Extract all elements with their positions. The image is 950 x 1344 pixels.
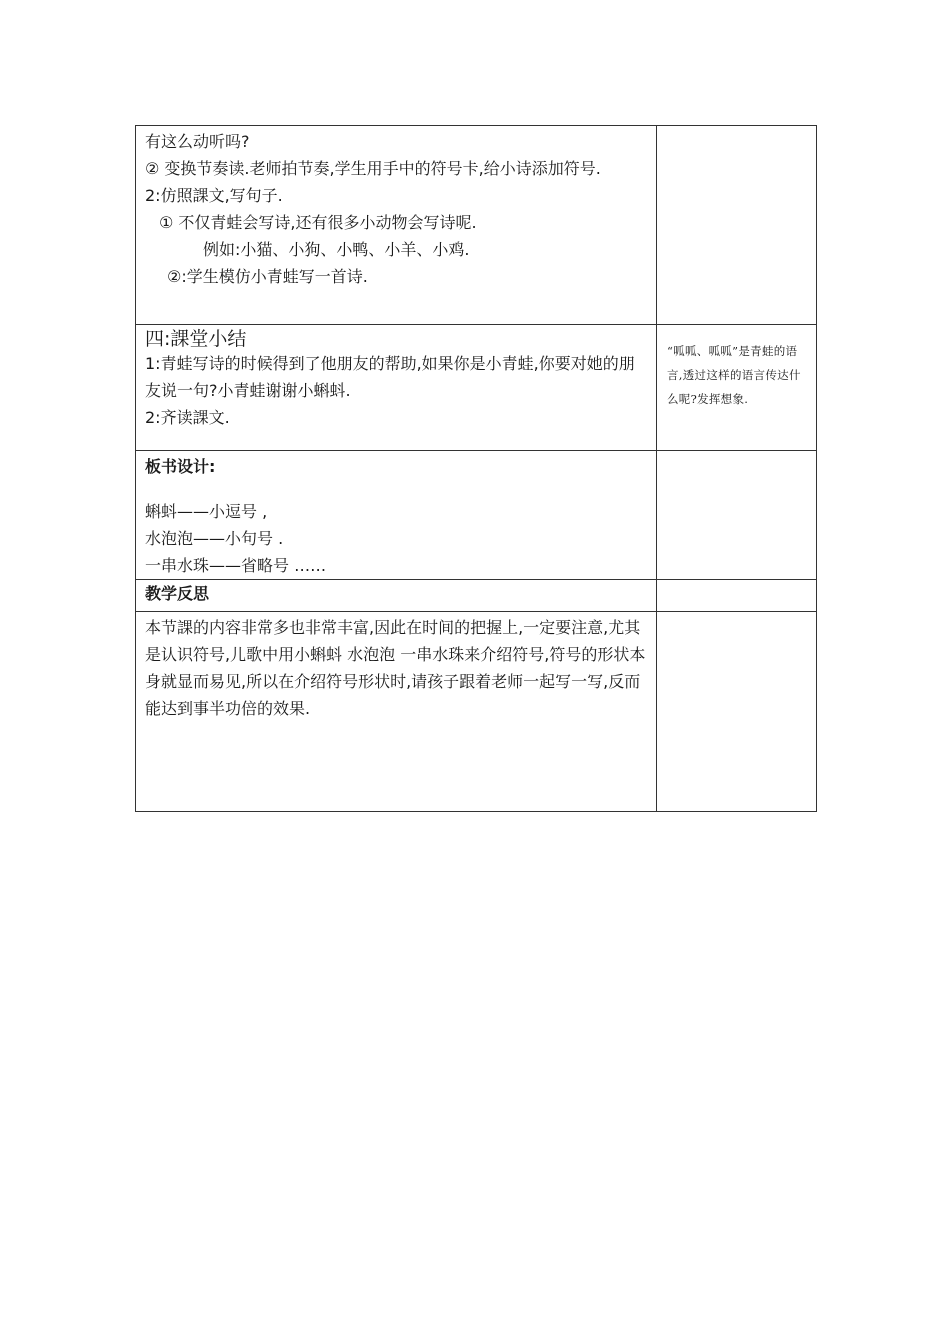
main-cell <box>136 451 657 580</box>
main-cell <box>136 580 657 612</box>
text-line: ② 变换节奏读.老师拍节奏,学生用手中的符号卡,给小诗添加符号. <box>145 159 601 178</box>
text-line: 一串水珠——省略号 …… <box>145 556 327 575</box>
section-title: 板书设计: <box>145 457 216 476</box>
side-cell <box>657 612 817 812</box>
table-row <box>136 451 817 580</box>
main-cell <box>136 325 657 451</box>
text-line: 水泡泡——小句号 . <box>145 529 284 548</box>
main-cell <box>136 612 657 812</box>
side-note: “呱呱、呱呱”是青蛙的语言,透过这样的语言传达什么呢?发挥想象. <box>667 344 801 406</box>
section-title: 教学反思 <box>145 584 210 603</box>
text-line: 蝌蚪——小逗号 , <box>145 502 268 521</box>
side-cell <box>657 580 817 612</box>
side-cell <box>657 451 817 580</box>
text-line: 例如:小猫、小狗、小鸭、小羊、小鸡. <box>203 240 470 259</box>
table-row <box>136 580 817 612</box>
table-row <box>136 612 817 812</box>
table-row <box>136 126 817 325</box>
text-line: ②:学生模仿小青蛙写一首诗. <box>167 267 368 286</box>
text-line: 2:仿照課文,写句子. <box>145 186 283 205</box>
side-cell <box>657 325 817 451</box>
reflection-text: 本节課的内容非常多也非常丰富,因此在时间的把握上,一定要注意,尤其是认识符号,儿歌中用小蝌蚪 水泡泡 一串水珠来介绍符号,符号的形状本身就显而易见,所以在介绍符号形状时,请孩子跟着老师一起写一写,反而能达到事半功倍的效果. <box>145 618 646 718</box>
text-line: ① 不仅青蛙会写诗,还有很多小动物会写诗呢. <box>159 213 477 232</box>
text-line: 1:青蛙写诗的时候得到了他朋友的帮助,如果你是小青蛙,你要对她的朋友说一句?小青蛙谢谢小蝌蚪. <box>145 354 635 400</box>
side-cell <box>657 126 817 325</box>
lesson-plan-table <box>135 125 817 812</box>
section-title: 四:課堂小结 <box>145 328 247 350</box>
text-line: 2:齐读課文. <box>145 408 230 427</box>
table-row <box>136 325 817 451</box>
text-line: 有这么动听吗? <box>145 132 250 151</box>
main-cell <box>136 126 657 325</box>
